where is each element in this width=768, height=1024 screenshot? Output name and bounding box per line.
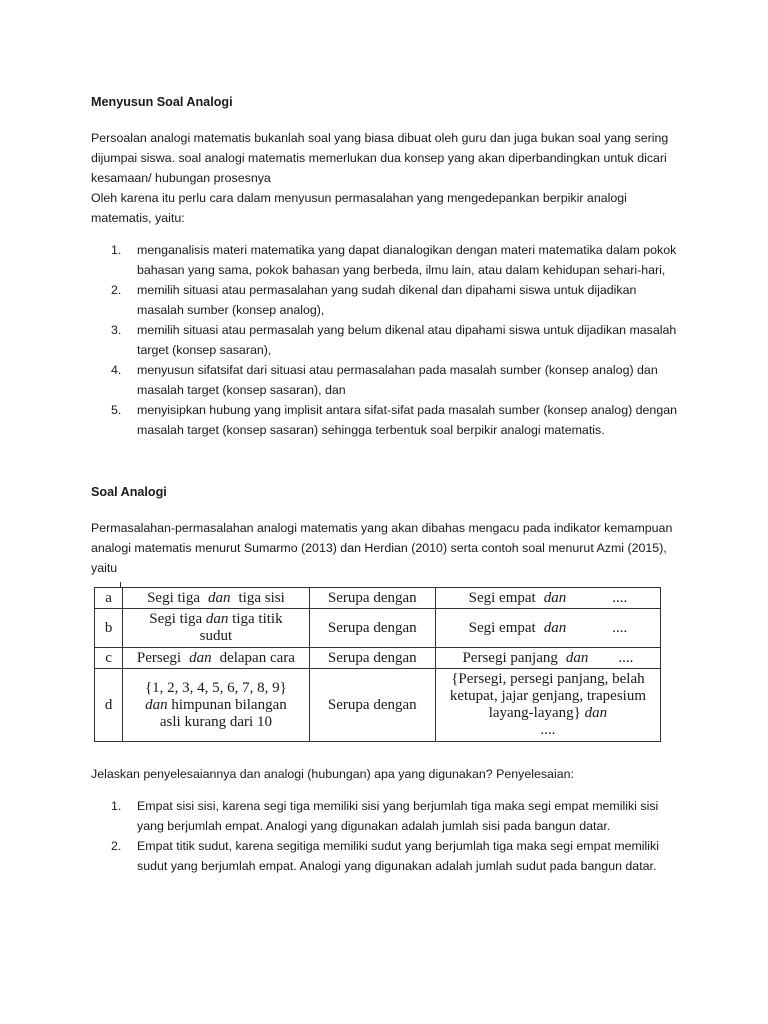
- relation: Serupa dengan: [309, 609, 435, 648]
- left-term: Persegi dan delapan cara: [123, 648, 310, 669]
- right-term: {Persegi, persegi panjang, belah ketupat, jajar genjang, trapesium layang-layang} dan ....: [435, 669, 660, 742]
- list-text: menyusun sifatsifat dari situasi atau permasalahan pada masalah sumber (konsep analog) dan masalah target (konsep sasaran), dan: [137, 363, 658, 397]
- list-number: 2.: [111, 839, 122, 853]
- soal-paragraph: Permasalahan-permasalahan analogi matematis yang akan dibahas mengacu pada indikator kemampuan analogi matematis menurut Sumarmo (2013) dan Herdian (2010) serta contoh soal menurut Azmi (2015), yaitu: [91, 521, 673, 575]
- list-item: [91, 240, 681, 280]
- list-text: Empat titik sudut, karena segitiga memiliki sudut yang berjumlah tiga maka segi empat memiliki sudut yang berjumlah empat. Analogi yang digunakan adalah jumlah sudut pada bangun datar.: [137, 839, 660, 873]
- section-title-menyusun-soal-analogi: Menyusun Soal Analogi: [91, 95, 233, 109]
- right-term: Segi empat dan ....: [435, 609, 660, 648]
- left-term: Segi tiga dan tiga sisi: [123, 588, 310, 609]
- list-item: [91, 320, 681, 360]
- list-text: memilih situasi atau permasalahan yang sudah dikenal dan dipahami siswa untuk dijadikan masalah sumber (konsep analog),: [137, 283, 637, 317]
- table-row: [95, 609, 661, 648]
- row-label: a: [95, 588, 123, 609]
- analogy-table: [94, 587, 661, 742]
- answers-list: [91, 796, 681, 876]
- list-number: 5.: [111, 403, 122, 417]
- table-mark: [120, 582, 121, 587]
- list-text: menganalisis materi matematika yang dapat dianalogikan dengan materi matematika dalam pokok bahasan yang sama, pokok bahasan yang berbeda, ilmu lain, atau dalam kehidupan sehari-hari,: [137, 243, 677, 277]
- list-item: [91, 796, 681, 836]
- list-item: [91, 400, 681, 440]
- row-label: d: [95, 669, 123, 742]
- list-text: menyisipkan hubung yang implisit antara sifat-sifat pada masalah sumber (konsep analog) dengan masalah target (konsep sasaran) sehingga terbentuk soal berpikir analogi matematis.: [137, 403, 677, 437]
- document-page: [91, 92, 681, 876]
- left-term: Segi tiga dan tiga titik sudut: [123, 609, 310, 648]
- analogy-table-wrapper: [94, 587, 661, 742]
- relation: Serupa dengan: [309, 588, 435, 609]
- intro-paragraph: Persoalan analogi matematis bukanlah soal yang biasa dibuat oleh guru dan juga bukan soal yang sering dijumpai siswa. soal analogi matematis memerlukan dua konsep yang akan diperbandingkan untuk dicari kesamaan/ hubungan prosesnya: [91, 131, 669, 185]
- list-item: [91, 280, 681, 320]
- table-row: [95, 588, 661, 609]
- relation: Serupa dengan: [309, 648, 435, 669]
- row-label: b: [95, 609, 123, 648]
- list-number: 1.: [111, 243, 122, 257]
- list-item: [91, 360, 681, 400]
- list-number: 3.: [111, 323, 122, 337]
- list-item: [91, 836, 681, 876]
- row-label: c: [95, 648, 123, 669]
- method-paragraph: Oleh karena itu perlu cara dalam menyusun permasalahan yang mengedepankan berpikir analogi matematis, yaitu:: [91, 191, 627, 225]
- steps-list: [91, 240, 681, 440]
- list-number: 2.: [111, 283, 122, 297]
- section-title-soal-analogi: Soal Analogi: [91, 485, 167, 499]
- list-number: 1.: [111, 799, 122, 813]
- question-text: Jelaskan penyelesaiannya dan analogi (hubungan) apa yang digunakan? Penyelesaian:: [91, 767, 574, 781]
- right-term: Persegi panjang dan ....: [435, 648, 660, 669]
- table-row: [95, 669, 661, 742]
- table-row: [95, 648, 661, 669]
- relation: Serupa dengan: [309, 669, 435, 742]
- list-number: 4.: [111, 363, 122, 377]
- list-text: Empat sisi sisi, karena segi tiga memiliki sisi yang berjumlah tiga maka segi empat memiliki sisi yang berjumlah empat. Analogi yang digunakan adalah jumlah sisi pada bangun datar.: [137, 799, 659, 833]
- left-term: {1, 2, 3, 4, 5, 6, 7, 8, 9} dan himpunan bilangan asli kurang dari 10: [123, 669, 310, 742]
- right-term: Segi empat dan ....: [435, 588, 660, 609]
- list-text: memilih situasi atau permasalah yang belum dikenal atau dipahami siswa untuk dijadikan masalah target (konsep sasaran),: [137, 323, 677, 357]
